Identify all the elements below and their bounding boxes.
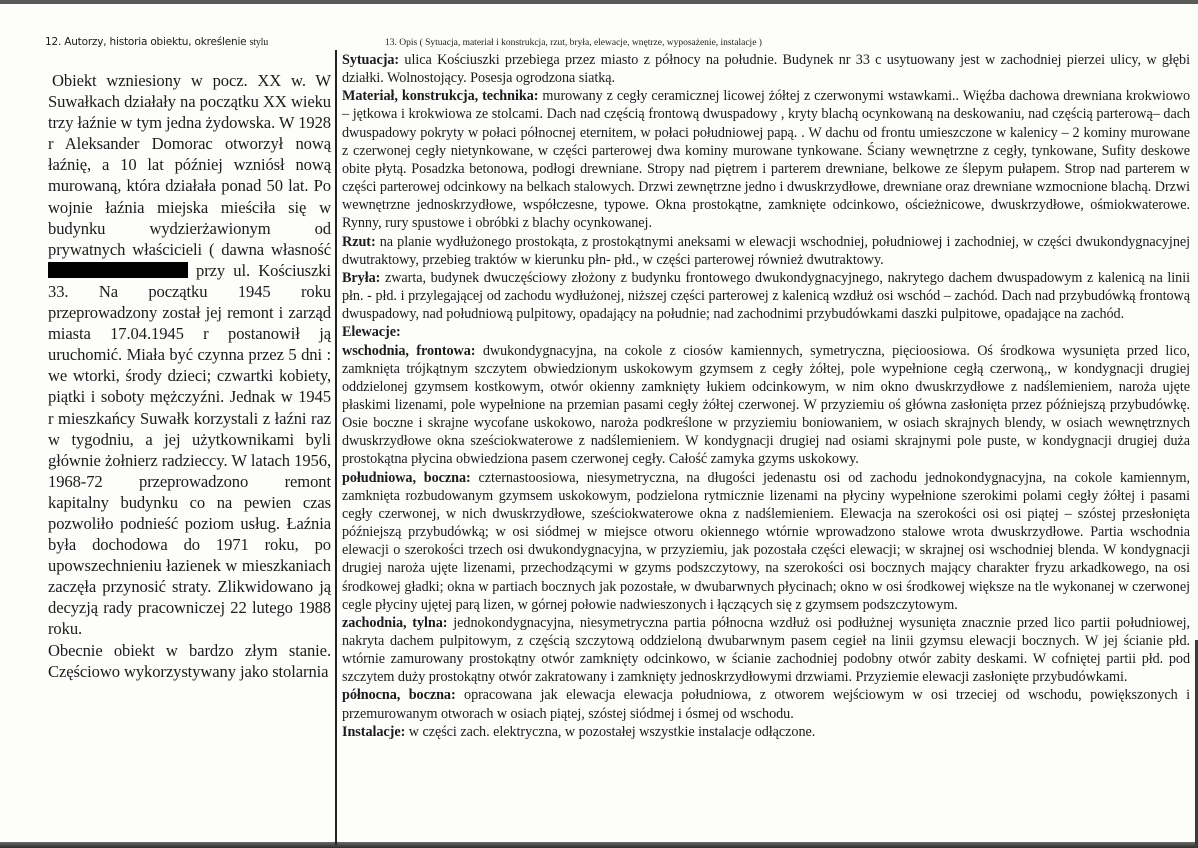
section-13-description — [342, 51, 1190, 741]
rzut-label: Rzut: — [342, 233, 376, 250]
current-state-paragraph: Obecnie obiekt w bardzo złym stanie. Częściowo wykorzystywany jako stolarnia — [48, 640, 331, 681]
section-12-history — [48, 70, 331, 682]
material-paragraph — [342, 87, 1190, 232]
history-paragraph — [48, 70, 331, 640]
column-divider — [335, 50, 337, 845]
poludniowa-label: południowa, boczna: — [342, 469, 471, 486]
elewacje-label: Elewacje: — [342, 324, 401, 341]
instalacje-paragraph — [342, 723, 1190, 741]
redaction-block — [48, 262, 188, 278]
sytuacja-paragraph — [342, 51, 1190, 87]
material-label: Materiał, konstrukcja, technika: — [342, 88, 539, 105]
polnocna-label: północna, boczna: — [342, 687, 456, 704]
section-13-heading: 13. Opis ( Sytuacja, materiał i konstrukcja, rzut, bryła, elewacje, wnętrze, wyposażenie, instalacje ) — [385, 38, 762, 48]
zachodnia-paragraph — [342, 614, 1190, 687]
bryla-paragraph — [342, 269, 1190, 323]
polnocna-text: opracowana jak elewacja elewacja południowa, z otworem wejściowym w osi trzeciej od wschodu, powiększonych i przemurowanym otworach w osiach piątej, szóstej siódmej i ósmej od wschodu. — [342, 687, 1190, 722]
poludniowa-paragraph — [342, 469, 1190, 614]
instalacje-text: w części zach. elektryczna, w pozostałej wszystkie instalacje odłączone. — [405, 723, 816, 740]
history-text-after: przy ul. Kościuszki 33. Na początku 1945 roku przeprowadzony został jej remont i zarząd miasta 17.04.1945 r postanowił ją uruchomić. Miała być czynna przez 5 dni : we wtorki, środy dzieci; czwartki kobiety, piątki i soboty mężczyźni. Jednak w 1945 r mieszkańcy Suwałk korzystali z łaźni raz w tygodniu, a jej użytkownikami byli głównie żołnierz radzieccy. W latach 1956, 1968-72 przeprowadzono remont kapitalny budynku co na pewien czas pozwoliło podnieść poziom usług. Łaźnia była dochodowa do 1971 roku, po upowszechnieniu łazienek w mieszkaniach zaczęła przynosić straty. Zlikwidowano ją decyzją rady pracowniczej 22 lutego 1988 roku. — [48, 260, 331, 639]
rzut-paragraph — [342, 233, 1190, 269]
elewacje-heading — [342, 323, 1190, 341]
bryla-label: Bryła: — [342, 269, 381, 286]
history-text-before: Obiekt wzniesiony w pocz. XX w. W Suwałkach działały na początku XX wieku trzy łaźnie w tym jedna żydowska. W 1928 r Aleksander Domorac otworzył nową łaźnię, a 10 lat później wzniósł nową murowaną, która działała ponad 50 lat. Po wojnie łaźnia miejska mieściła się w budynku wydzierżawionym od prywatnych właścicieli ( dawna własność — [48, 71, 331, 259]
poludniowa-text: czternastoosiowa, niesymetryczna, na długości jedenastu osi od zachodu jednokondygnacyjna, na cokole kamiennym, zamknięta rozbudowanym gzymsem uskokowym, podzielona rytmicznie lizenami na płyciny wypełnione szerokimi polami cegły żółtej i pasami cegły czerwonej, w nich dwuskrzydłowe, sześciokwaterowe okna z nadślemieniem. Elewacja na szerokości osi osi piątej – szóstej przesłonięta późniejszą przybudówką; w osi siódmej w miejsce otworu okiennego wtórnie wprowadzono stalowe wrota dwuskrzydłowe. Partia wschodnia elewacji o szerokości trzech osi dwukondygnacyjna, w przyziemiu, jak pozostała części elewacji; w skrajnej osi wschodniej blenda. W kondygnacji drugiej naroża ujęte lizenami, przechodzącymi w gzyms podszczytowy, na szerokości osi bocznych mający charakter fryzu arkadkowego, na osi środkowej gładki; okna w partiach bocznych jak pozostałe, w dwubarwnych płycinach; okno w osi środkowej większe na tle wykonanej w czerwonej cegle płyciny ujętej parą lizen, w górnej połowie nadwieszonych i łączących się z gzymsem podszczytowym. — [342, 469, 1190, 613]
wschodnia-paragraph — [342, 342, 1190, 469]
wschodnia-label: wschodnia, frontowa: — [342, 342, 476, 359]
rzut-text: na planie wydłużonego prostokąta, z prostokątnymi aneksami w elewacji wschodniej, południowej i zachodniej, w części dwukondygnacyjnej dwutraktowy, przebieg traktów w kierunku płn- płd., w części parterowej również dwutraktowy. — [342, 233, 1190, 268]
section-12-heading — [45, 36, 268, 48]
zachodnia-label: zachodnia, tylna: — [342, 614, 448, 631]
zachodnia-text: jednokondygnacyjna, niesymetryczna partia północna wzdłuż osi podłużnej wysunięta znacznie przed lico partii południowej, nakryta dachem pulpitowym, z częścią szczytową oddzieloną dwubarwnym pasem cegieł na linii gzymsu elewacji bocznych. W jej ścianie płd. wtórnie zamurowany prostokątny otwór zamknięty odcinkowo, w ścianie zachodniej podobny otwór zabity deskami. W cofniętej partii płd. pod szczytem duży prostokątny otwór zakratowany i zamknięty jednoskrzydłowymi drzwiami. Przyziemie elewacji zasłonięte przybudówkami. — [342, 614, 1190, 686]
bryla-text: zwarta, budynek dwuczęściowy złożony z budynku frontowego dwukondygnacyjnego, nakrytego dachem dwuspadowym z kalenicą na linii płn. - płd. i przylegającej od zachodu wydłużonej, niższej części parterowej z kalenicą wzdłuż osi wschód – zachód. Dach nad przybudówką frontową dwuspadowy, nad południową pulpitowy, opadający na południe; nad zachodnimi przybudówkami daszki pulpitowe, opadające na zachód. — [342, 269, 1190, 323]
sytuacja-text: ulica Kościuszki przebiega przez miasto z północy na południe. Budynek nr 33 c usytuowany jest w zachodniej pierzei ulicy, w głębi działki. Wolnostojący. Posesja ogrodzona siatką. — [342, 52, 1190, 87]
polnocna-paragraph — [342, 686, 1190, 722]
sytuacja-label: Sytuacja: — [342, 52, 400, 68]
scan-edge-top — [0, 0, 1198, 4]
instalacje-label: Instalacje: — [342, 723, 406, 740]
wschodnia-text: dwukondygnacyjna, na cokole z ciosów kamiennych, symetryczna, pięcioosiowa. Oś środkowa wysunięta przed lico, zamknięta trójkątnym szczytem obwiedzionym uskokowym gzymsem z cegły żółtej, pole wypełnione cegłą czerwoną,, w kondygnacji drugiej oddzielonej gzymsem kostkowym, otwór okienny zamknięty łukiem odcinkowym, w nim okno dwuskrzydłowe z nadślemieniem, naroża ujęte płaskimi lizenami, pole wypełnione na przemian pasami cegły żółtej czerwonej. W przyziemiu oś główna zasłonięta przez późniejszą przybudówkę. Osie boczne i skrajne wycofane uskokowo, naroża podkreślone w przyziemiu boniowaniem, w osiach skrajnych blendy, w osiach wewnętrznych dwuskrzydłowe okna sześciokwaterowe z nadślemieniem. W kondygnacji drugiej nad osiami skrajnymi pole puste, w kondygnacji drugiej duża prostokątna płycina obwiedziona pasem czerwonej cegły. Całość zamyka gzyms uskokowy. — [342, 342, 1191, 468]
section-12-heading-small: stylu — [249, 37, 269, 48]
scan-edge-bottom — [0, 842, 1198, 848]
material-text: murowany z cegły ceramicznej licowej żółtej z czerwonymi wstawkami.. Więźba dachowa drewniana krokwiowo – jętkowa i krokwiowa ze stolcami. Dach nad częścią frontową dwuspadowy , kryty blachą ocynkowaną na deskowaniu, nad częścią parterową– dach dwuspadowy pokryty w połaci północnej eternitem, w połaci południowej papą. . W dachu od frontu umieszczone w kalenicy – 2 kominy murowane z czerwonej cegły nietynkowane, w części parterowej dwa kominy murowane tynkowane. Ściany wewnętrzne z cegły, tynkowane, Sufity deskowe obite płytą. Posadzka betonowa, podłogi drewniane. Stropy nad piętrem i parterem drewniane, belkowe ze ślepym pułapem. Strop nad parterem w części parterowej odcinkowy na belkach stalowych. Drzwi zewnętrzne jedno i dwuskrzydłowe, drewniane oraz drewniane wzmocnione blachą. Drzwi wewnętrzne jednoskrzydłowe, współczesne, typowe. Okna prostokątne, zamknięte odcinkowo, ościeżnicowe, dwuskrzydłowe, ośmiokwaterowe. Rynny, rury spustowe i obróbki z blachy ocynkowanej. — [342, 88, 1190, 232]
section-12-heading-main: 12. Autorzy, historia obiektu, określenie — [45, 36, 250, 48]
